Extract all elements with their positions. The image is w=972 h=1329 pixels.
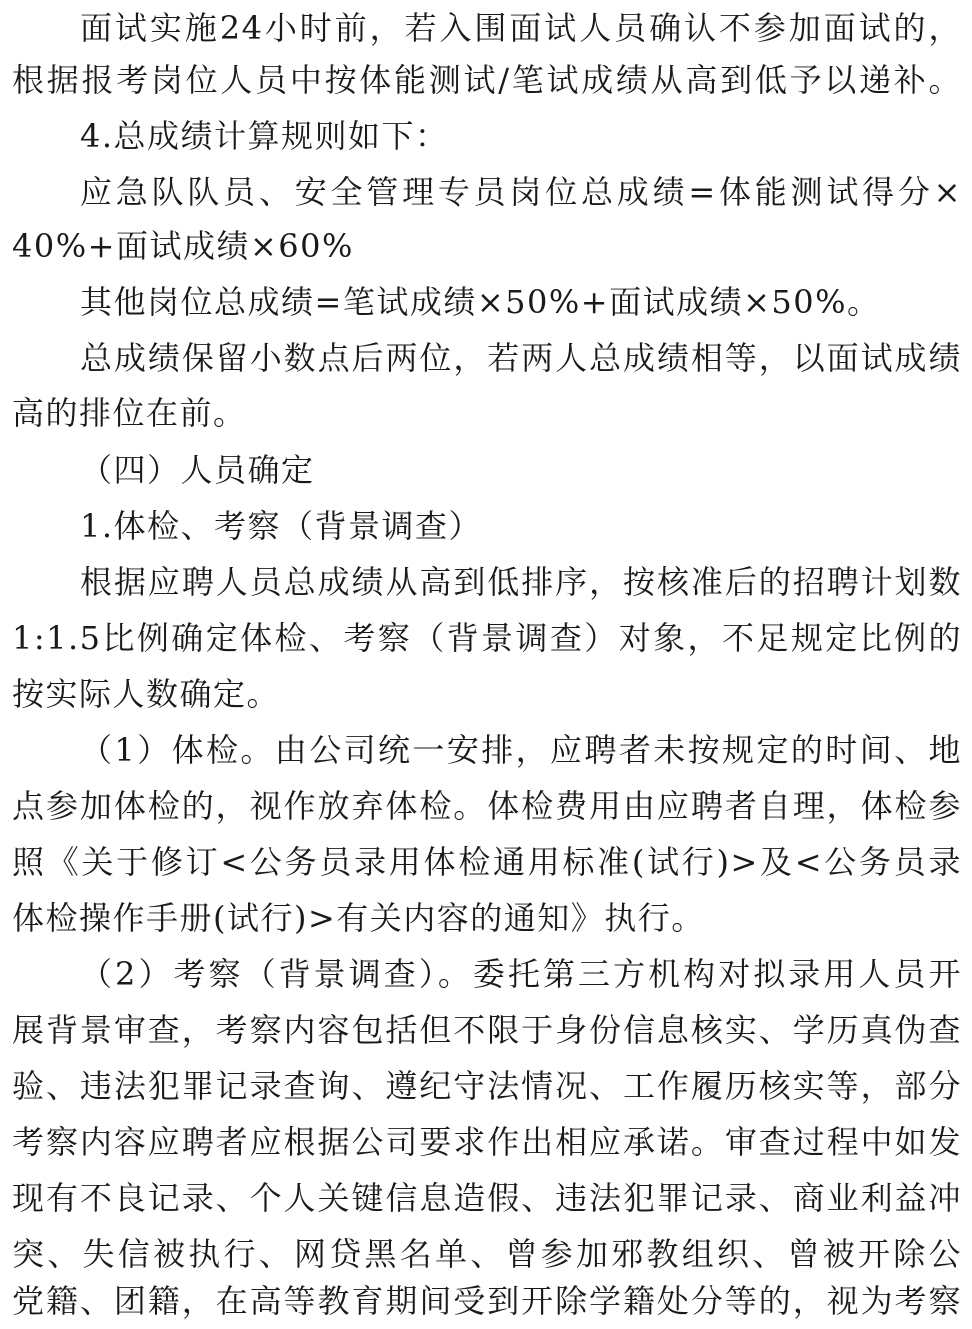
text-line: 高的排位在前。 [12,394,247,432]
text-line: 1:1.5比例确定体检、考察（背景调查）对象，不足规定比例的 [12,619,962,657]
text-line: 其他岗位总成绩=笔试成绩×50%+面试成绩×50%。 [80,283,881,321]
text-line: 体检操作手册(试行)>有关内容的通知》执行。 [12,899,705,937]
text-line: 根据报考岗位人员中按体能测试/笔试成绩从高到低予以递补。 [12,61,962,99]
text-line: 展背景审查，考察内容包括但不限于身份信息核实、学历真伪查 [12,1011,962,1049]
text-line: 验、违法犯罪记录查询、遵纪守法情况、工作履历核实等，部分 [12,1067,962,1105]
text-line: 总成绩保留小数点后两位，若两人总成绩相等，以面试成绩 [80,339,962,377]
text-line: 根据应聘人员总成绩从高到低排序，按核准后的招聘计划数 [80,563,962,601]
text-line: 应急队队员、安全管理专员岗位总成绩=体能测试得分× [80,173,962,211]
text-line: 40%+面试成绩×60% [12,227,354,265]
text-line: 按实际人数确定。 [12,675,281,713]
section-heading: 4.总成绩计算规则如下： [80,117,449,155]
text-line: （1）体检。由公司统一安排，应聘者未按规定的时间、地 [80,731,962,769]
text-line: 照《关于修订<公务员录用体检通用标准(试行)>及<公务员录 [12,843,962,881]
text-line: 突、失信被执行、网贷黑名单、曾参加邪教组织、曾被开除公 [12,1235,962,1273]
text-line: （2）考察（背景调查）。委托第三方机构对拟录用人员开 [80,955,962,993]
section-heading: （四）人员确定 [80,451,315,489]
text-line: 点参加体检的，视作放弃体检。体检费用由应聘者自理，体检参 [12,787,962,825]
text-line: 现有不良记录、个人关键信息造假、违法犯罪记录、商业利益冲 [12,1179,962,1217]
text-line: 党籍、团籍，在高等教育期间受到开除学籍处分等的，视为考察 [12,1282,962,1320]
text-line: 考察内容应聘者应根据公司要求作出相应承诺。审查过程中如发 [12,1123,962,1161]
section-heading: 1.体检、考察（背景调查） [80,507,483,545]
text-line: 面试实施24小时前，若入围面试人员确认不参加面试的， [80,9,962,47]
